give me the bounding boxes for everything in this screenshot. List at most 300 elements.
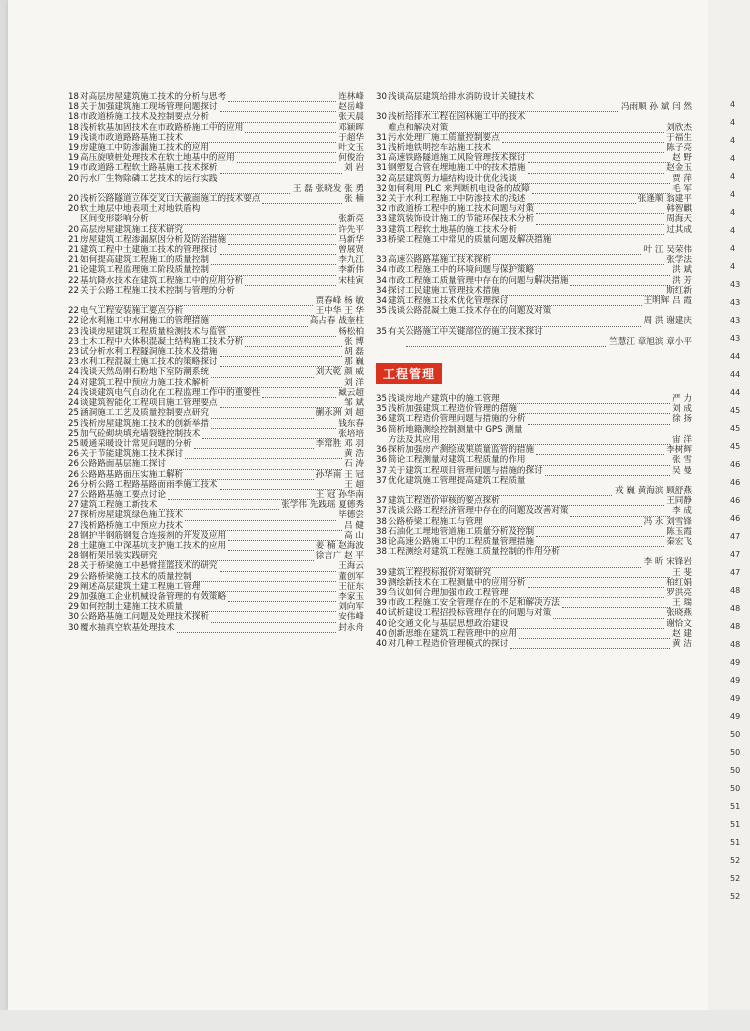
dot-leader xyxy=(245,126,336,133)
toc-entry xyxy=(68,408,364,418)
toc-right-column xyxy=(376,92,692,649)
entry-title: 浅析公路隧道立体交叉口大截面施工的技术要点 xyxy=(80,194,261,205)
entry-author: 臧云超 xyxy=(338,387,364,398)
toc-entry xyxy=(376,276,692,286)
entry-title: 区间变形影响分析 xyxy=(80,214,149,225)
facing-page-number: 50 xyxy=(730,748,741,757)
facing-page-number: 48 xyxy=(730,586,741,595)
entry-title: 论高速公路施工中的工程质量管理措施 xyxy=(388,536,535,547)
entry-page-number: 18 xyxy=(68,102,79,113)
entry-page-number: 40 xyxy=(376,608,387,619)
toc-entry xyxy=(68,561,364,571)
entry-page-number: 29 xyxy=(68,591,79,602)
entry-title: 公路路基施工要点讨论 xyxy=(80,489,166,500)
entry-title: 污水厂生物除磷工艺技术的运行实践 xyxy=(80,173,218,184)
dot-leader xyxy=(220,350,343,357)
entry-title: 浅谈公路工程经济管理中存在的问题及改善对策 xyxy=(388,506,569,517)
toc-entry xyxy=(376,445,692,455)
entry-page-number: 39 xyxy=(376,587,387,598)
entry-title: 市政工程施工安全管理存在的不足和解决方法 xyxy=(388,598,560,609)
toc-entry xyxy=(68,133,364,143)
entry-title: 高层建筑剪力墙结构设计优化浅谈 xyxy=(388,173,517,184)
entry-title: 房建施工中防渗漏施工技术的应用 xyxy=(80,143,209,154)
entry-title: 建筑工程中土建施工技术的管理探讨 xyxy=(80,245,218,256)
entry-title: 市政工程施工质量管理中存在的问题与解决措施 xyxy=(388,275,569,286)
dot-leader xyxy=(185,514,336,521)
dot-leader xyxy=(228,544,313,551)
toc-entry xyxy=(376,547,692,557)
toc-entry xyxy=(376,629,692,639)
entry-author: 过其成 xyxy=(666,224,692,235)
entry-page-number: 20 xyxy=(68,194,79,205)
entry-title: 市政道路工程软土路基施工技术探析 xyxy=(80,163,218,174)
entry-title: 浅析给排水工程在园林施工中的技术 xyxy=(388,112,526,123)
toc-entry xyxy=(376,316,692,326)
facing-page-number: 52 xyxy=(730,874,741,883)
entry-title: 建筑装饰设计施工的节能环保技术分析 xyxy=(388,214,535,225)
toc-entry xyxy=(376,598,692,608)
toc-entry xyxy=(68,429,364,439)
facing-page-number: 46 xyxy=(730,460,741,469)
dot-leader xyxy=(211,258,336,265)
entry-author: 刘大乾 颜 威 xyxy=(315,367,364,378)
toc-entry xyxy=(68,398,364,408)
entry-page-number: 30 xyxy=(376,92,387,102)
entry-author: 蒯永洲 刘 超 xyxy=(315,408,364,419)
entry-page-number: 27 xyxy=(68,500,79,511)
entry-author: 张逢顺 翁建平 xyxy=(637,194,692,205)
toc-left-column xyxy=(68,92,364,633)
facing-page-number: 4 xyxy=(730,244,736,253)
dot-leader xyxy=(151,218,336,225)
entry-title: 论水利施工中水闸施工的管理措施 xyxy=(80,316,209,327)
entry-title: 软土地层中地表项土对地铁盾构 xyxy=(80,204,201,215)
facing-page-number: 50 xyxy=(730,766,741,775)
entry-author: 王同静 xyxy=(666,496,692,507)
entry-page-number: 29 xyxy=(68,602,79,613)
toc-page xyxy=(8,0,708,1010)
entry-page-number: 40 xyxy=(376,628,387,639)
entry-title: 浅谈天然岛刚石粉地下室防潮系统 xyxy=(80,367,209,378)
dot-leader xyxy=(185,452,342,459)
entry-author: 赵 建 xyxy=(672,628,692,639)
toc-entry xyxy=(376,255,692,265)
entry-page-number: 25 xyxy=(68,408,79,419)
entry-author: 王 超 xyxy=(344,479,364,490)
entry-author: 严 力 xyxy=(672,394,692,405)
entry-page-number: 32 xyxy=(376,194,387,205)
entry-author: 高 山 xyxy=(344,530,364,541)
entry-title: 关于建筑工程项目管理问题与措施的探讨 xyxy=(388,465,543,476)
entry-author: 贾春峰 杨 敏 xyxy=(315,296,364,307)
toc-entry xyxy=(68,480,364,490)
toc-entry xyxy=(376,296,692,306)
entry-title: 浅谈市政道路路基施工技术 xyxy=(80,132,184,143)
entry-title: 对几种工程造价管理模式的探讨 xyxy=(388,638,509,649)
entry-title: 石油化工埋地管道施工质量分析及控制 xyxy=(388,526,535,537)
entry-title: 市政道桥施工技术及控制要点分析 xyxy=(80,112,209,123)
entry-page-number: 25 xyxy=(68,428,79,439)
dot-leader xyxy=(220,105,337,112)
entry-title: 桥梁工程施工中常见的质量问题及解决措施 xyxy=(388,234,552,245)
scan-bottom-margin xyxy=(0,1010,750,1031)
facing-page-number: 47 xyxy=(730,532,741,541)
entry-title: 论建筑工程监理施工阶段质量控制 xyxy=(80,265,209,276)
dot-leader xyxy=(406,320,641,327)
entry-page-number: 21 xyxy=(68,255,79,266)
toc-entry xyxy=(68,500,364,510)
entry-author: 那 巍 xyxy=(344,357,364,368)
dot-leader xyxy=(450,126,664,133)
entry-title: 公路桥梁工程施工与管理 xyxy=(388,516,483,527)
entry-title: 试分析水利工程隧洞施工技术及措施 xyxy=(80,347,218,358)
entry-page-number: 37 xyxy=(376,496,387,507)
facing-page-number: 46 xyxy=(730,496,741,505)
entry-title: 水利工程混凝土施工技术的策略探讨 xyxy=(80,357,218,368)
toc-entry xyxy=(68,449,364,459)
dot-leader xyxy=(545,469,670,476)
entry-page-number: 18 xyxy=(68,122,79,133)
entry-author: 封永舟 xyxy=(338,622,364,633)
facing-page-number: 47 xyxy=(730,550,741,559)
entry-page-number: 39 xyxy=(376,567,387,578)
toc-entry xyxy=(376,588,692,598)
entry-title: 优化建筑施工管理提高建筑工程质量 xyxy=(388,475,526,486)
dot-leader xyxy=(519,228,664,235)
dot-leader xyxy=(211,412,314,419)
toc-entry xyxy=(376,486,692,496)
entry-page-number: 32 xyxy=(376,183,387,194)
entry-page-number: 37 xyxy=(376,475,387,486)
entry-page-number: 23 xyxy=(68,336,79,347)
toc-entry xyxy=(68,439,364,449)
dot-leader xyxy=(528,581,665,588)
entry-author: 贾 萍 xyxy=(672,173,692,184)
entry-page-number: 23 xyxy=(68,326,79,337)
entry-author: 马新华 xyxy=(338,234,364,245)
toc-entry xyxy=(68,378,364,388)
entry-page-number: 26 xyxy=(68,459,79,470)
entry-title: 加气砼砌块填充墙裂缝控制技术 xyxy=(80,428,201,439)
facing-page-number: 4 xyxy=(730,190,736,199)
entry-title: 建筑工程软土地基的施工技术分析 xyxy=(388,224,517,235)
toc-entry xyxy=(68,306,364,316)
entry-author: 王海云 xyxy=(338,561,364,572)
entry-title: 土建施工中深基坑支护施工技术的应用 xyxy=(80,540,227,551)
entry-page-number: 28 xyxy=(68,561,79,572)
entry-page-number: 26 xyxy=(68,469,79,480)
toc-entry xyxy=(68,235,364,245)
toc-entry xyxy=(68,276,364,286)
entry-title: 简论工程测量对建筑工程质量的作用 xyxy=(388,455,526,466)
toc-entry xyxy=(376,143,692,153)
entry-author: 罗洪亮 xyxy=(666,587,692,598)
entry-page-number: 22 xyxy=(68,316,79,327)
toc-entry xyxy=(68,602,364,612)
entry-page-number: 30 xyxy=(376,112,387,123)
entry-page-number: 30 xyxy=(68,622,79,633)
entry-title: 基坑降水技术在建筑工程施工中的应用分析 xyxy=(80,275,244,286)
entry-page-number: 25 xyxy=(68,418,79,429)
dot-leader xyxy=(570,279,670,286)
entry-author: 于福生 xyxy=(666,132,692,143)
entry-author: 安伟峰 xyxy=(338,612,364,623)
entry-title: 浅谈房屋建筑工程质量检测技术与监管 xyxy=(80,326,227,337)
dot-leader xyxy=(528,197,636,204)
facing-page-number: 49 xyxy=(730,676,741,685)
entry-title: 钢护半钢筋钢复合连接剂的开发及应用 xyxy=(80,530,227,541)
entry-author: 高占春 战奎柱 xyxy=(309,316,364,327)
dot-leader xyxy=(536,269,670,276)
dot-leader xyxy=(211,381,342,388)
entry-author: 洪 芳 xyxy=(672,275,692,286)
facing-page-number: 4 xyxy=(730,262,736,271)
facing-page-number: 4 xyxy=(730,172,736,181)
entry-page-number: 40 xyxy=(376,638,387,649)
entry-author: 连林峰 xyxy=(338,92,364,102)
toc-entry xyxy=(68,388,364,398)
entry-author: 刘 岩 xyxy=(344,163,364,174)
entry-page-number: 21 xyxy=(68,234,79,245)
dot-leader xyxy=(536,448,664,455)
entry-page-number: 33 xyxy=(376,224,387,235)
entry-author: 刘向军 xyxy=(338,602,364,613)
dot-leader xyxy=(502,136,664,143)
facing-page-number: 44 xyxy=(730,370,741,379)
toc-entry xyxy=(68,551,364,561)
dot-leader xyxy=(211,422,336,429)
dot-leader xyxy=(562,601,670,608)
entry-author: 宙 洋 xyxy=(672,434,692,445)
toc-entry xyxy=(68,174,364,184)
dot-leader xyxy=(211,616,336,623)
facing-page-number: 4 xyxy=(730,208,736,217)
entry-author: 张 楠 xyxy=(344,194,364,205)
entry-page-number: 22 xyxy=(68,275,79,286)
dot-leader xyxy=(228,534,342,541)
toc-entry xyxy=(376,225,692,235)
toc-entry xyxy=(376,306,692,316)
section-heading-engineering-management: 工程管理 xyxy=(376,363,442,384)
toc-entry xyxy=(68,327,364,337)
entry-author: 黄 洁 xyxy=(672,638,692,649)
entry-title: 钢塑复合管在埋地施工中的技术措施 xyxy=(388,163,526,174)
dot-leader xyxy=(519,177,670,184)
dot-leader xyxy=(220,565,337,572)
facing-page-number: 45 xyxy=(730,406,741,415)
entry-page-number: 30 xyxy=(68,612,79,623)
toc-entry xyxy=(376,214,692,224)
toc-entry xyxy=(376,557,692,567)
entry-author: 姜 楠 赵海波 xyxy=(315,540,364,551)
entry-title: 关于加强建筑施工现场管理问题探讨 xyxy=(80,102,218,113)
entry-author: 王明辉 吕 霞 xyxy=(643,296,692,307)
toc-entry xyxy=(376,194,692,204)
dot-leader xyxy=(553,612,664,619)
entry-author: 杨松柏 xyxy=(338,326,364,337)
entry-author: 吴 曼 xyxy=(672,465,692,476)
facing-page-number: 4 xyxy=(730,100,736,109)
entry-author: 李家玉 xyxy=(338,591,364,602)
entry-author: 刘欣杰 xyxy=(666,122,692,133)
dot-leader xyxy=(528,156,671,163)
toc-entry xyxy=(376,435,692,445)
toc-entry xyxy=(68,490,364,500)
entry-title: 高层房屋建筑施工技术研究 xyxy=(80,224,184,235)
entry-page-number: 34 xyxy=(376,296,387,307)
toc-entry xyxy=(68,337,364,347)
entry-author: 孙华南 王 冠 xyxy=(315,469,364,480)
entry-page-number: 34 xyxy=(376,285,387,296)
toc-entry xyxy=(68,582,364,592)
dot-leader xyxy=(228,330,336,337)
entry-author: 曾展贤 xyxy=(338,245,364,256)
entry-author: 冯 永 刘雪锋 xyxy=(643,516,692,527)
entry-title: 浅析软基加固技术在市政路桥施工中的应用 xyxy=(80,122,244,133)
dot-leader xyxy=(245,279,336,286)
entry-page-number: 36 xyxy=(376,414,387,425)
entry-author: 李树辉 xyxy=(666,445,692,456)
toc-entry xyxy=(376,153,692,163)
entry-page-number: 29 xyxy=(68,571,79,582)
entry-title: 探讨工民建施工管理技术措施 xyxy=(388,285,500,296)
entry-author: 李新伟 xyxy=(338,265,364,276)
entry-author: 戎 巍 黄海滨 顾舒燕 xyxy=(615,485,692,496)
dot-leader xyxy=(211,371,314,378)
entry-author: 张晓燕 xyxy=(666,608,692,619)
dot-leader xyxy=(406,340,606,347)
entry-title: 高速公路路基施工技术探析 xyxy=(388,255,492,266)
toc-entry xyxy=(376,133,692,143)
entry-title: 建筑工程造价审核的要点探析 xyxy=(388,496,500,507)
entry-title: 关于节能建筑施工技术探讨 xyxy=(80,449,184,460)
entry-author: 张天晨 xyxy=(338,112,364,123)
entry-author: 黄 浩 xyxy=(344,449,364,460)
entry-page-number: 31 xyxy=(376,132,387,143)
dot-leader xyxy=(262,391,336,398)
facing-page-number: 51 xyxy=(730,802,741,811)
entry-author: 李九江 xyxy=(338,255,364,266)
toc-entry xyxy=(376,394,692,404)
entry-title: 谈建筑智能化工程项目施工管理要点 xyxy=(80,398,218,409)
entry-page-number: 21 xyxy=(68,265,79,276)
entry-page-number: 36 xyxy=(376,424,387,435)
entry-title: 分析公路工程路基路面雨季施工技术 xyxy=(80,479,218,490)
entry-title: 建筑工程投标报价对策研究 xyxy=(388,567,492,578)
toc-entry xyxy=(68,541,364,551)
entry-title: 探析房屋建筑绿色施工技术 xyxy=(80,510,184,521)
entry-page-number: 36 xyxy=(376,455,387,466)
dot-leader xyxy=(528,418,671,425)
facing-page-number: 48 xyxy=(730,604,741,613)
facing-page-number: 51 xyxy=(730,820,741,829)
entry-page-number: 38 xyxy=(376,536,387,547)
entry-page-number: 26 xyxy=(68,479,79,490)
toc-entry xyxy=(68,112,364,122)
entry-author: 谢恰文 xyxy=(666,618,692,629)
toc-entry xyxy=(376,174,692,184)
entry-page-number: 25 xyxy=(68,438,79,449)
facing-page-number: 45 xyxy=(730,442,741,451)
dot-leader xyxy=(536,207,664,214)
entry-author: 宋桂寅 xyxy=(338,275,364,286)
entry-title: 浅析路桥施工中预应力技术 xyxy=(80,520,184,531)
entry-page-number: 18 xyxy=(68,112,79,123)
entry-title: 方法及其应用 xyxy=(388,434,440,445)
toc-entry xyxy=(376,619,692,629)
entry-author: 叶 江 吴荣伟 xyxy=(643,245,692,256)
dot-leader xyxy=(185,473,313,480)
entry-page-number: 27 xyxy=(68,489,79,500)
entry-page-number: 33 xyxy=(376,214,387,225)
entry-author: 胡 磊 xyxy=(344,347,364,358)
entry-author: 徐 扬 xyxy=(672,414,692,425)
entry-page-number: 38 xyxy=(376,547,387,558)
entry-page-number: 34 xyxy=(376,265,387,276)
toc-entry xyxy=(376,568,692,578)
toc-entry xyxy=(376,337,692,347)
toc-entry xyxy=(68,214,364,224)
dot-leader xyxy=(536,218,664,225)
dot-leader xyxy=(262,197,342,204)
dot-leader xyxy=(502,397,670,404)
entry-author: 秦宏飞 xyxy=(666,536,692,547)
entry-author: 张学法 xyxy=(666,255,692,266)
dot-leader xyxy=(98,187,290,194)
facing-page-number: 4 xyxy=(730,118,736,127)
entry-page-number: 20 xyxy=(68,173,79,184)
entry-title: 浅谈公路混凝土施工技术存在的问题及对策 xyxy=(388,306,552,317)
entry-author: 于超华 xyxy=(338,132,364,143)
dot-leader xyxy=(237,156,337,163)
entry-title: 涵洞施工工艺及质量控制要点研究 xyxy=(80,408,209,419)
entry-title: 如何利用 PLC 来判断机电设备的故障 xyxy=(388,183,530,194)
entry-author: 赵岳峰 xyxy=(338,102,364,113)
entry-title: 浅析地铁明挖车站施工技术 xyxy=(388,143,492,154)
dot-leader xyxy=(185,228,336,235)
entry-author: 石 涛 xyxy=(344,459,364,470)
entry-title: 钢桁架吊装实践研究 xyxy=(80,551,158,562)
entry-title: 关于桥梁施工中悬臂挂篮技术的研究 xyxy=(80,561,218,572)
entry-page-number: 27 xyxy=(68,510,79,521)
toc-entry xyxy=(68,572,364,582)
entry-title: 高压旋喷桩处理技术在软土地基中的应用 xyxy=(80,153,235,164)
entry-title: 探析加强房产测绘成果质量监管的措施 xyxy=(388,445,535,456)
entry-title: 论交通文化与基层思想政治建设 xyxy=(388,618,509,629)
toc-entry xyxy=(376,112,692,122)
toc-entry xyxy=(68,592,364,602)
entry-page-number: 32 xyxy=(376,204,387,215)
toc-entry xyxy=(376,184,692,194)
dot-leader xyxy=(228,238,336,245)
dot-leader xyxy=(211,116,336,123)
toc-entry xyxy=(376,639,692,649)
entry-page-number: 26 xyxy=(68,449,79,460)
entry-page-number: 34 xyxy=(376,275,387,286)
dot-leader xyxy=(519,632,670,639)
entry-title: 浅谈建筑电气自动化在工程监理工作中的重要性 xyxy=(80,387,261,398)
entry-page-number: 35 xyxy=(376,394,387,405)
entry-author: 陈子亮 xyxy=(666,143,692,154)
dot-leader xyxy=(194,575,336,582)
entry-author: 王 冠 孙华南 xyxy=(315,489,364,500)
dot-leader xyxy=(406,561,641,568)
entry-title: 污水处理厂施工质量控制要点 xyxy=(388,132,500,143)
toc-entry xyxy=(376,414,692,424)
toc-entry xyxy=(68,153,364,163)
facing-page-number: 4 xyxy=(730,226,736,235)
entry-title: 对高层房屋建筑施工技术的分析与思考 xyxy=(80,92,227,102)
